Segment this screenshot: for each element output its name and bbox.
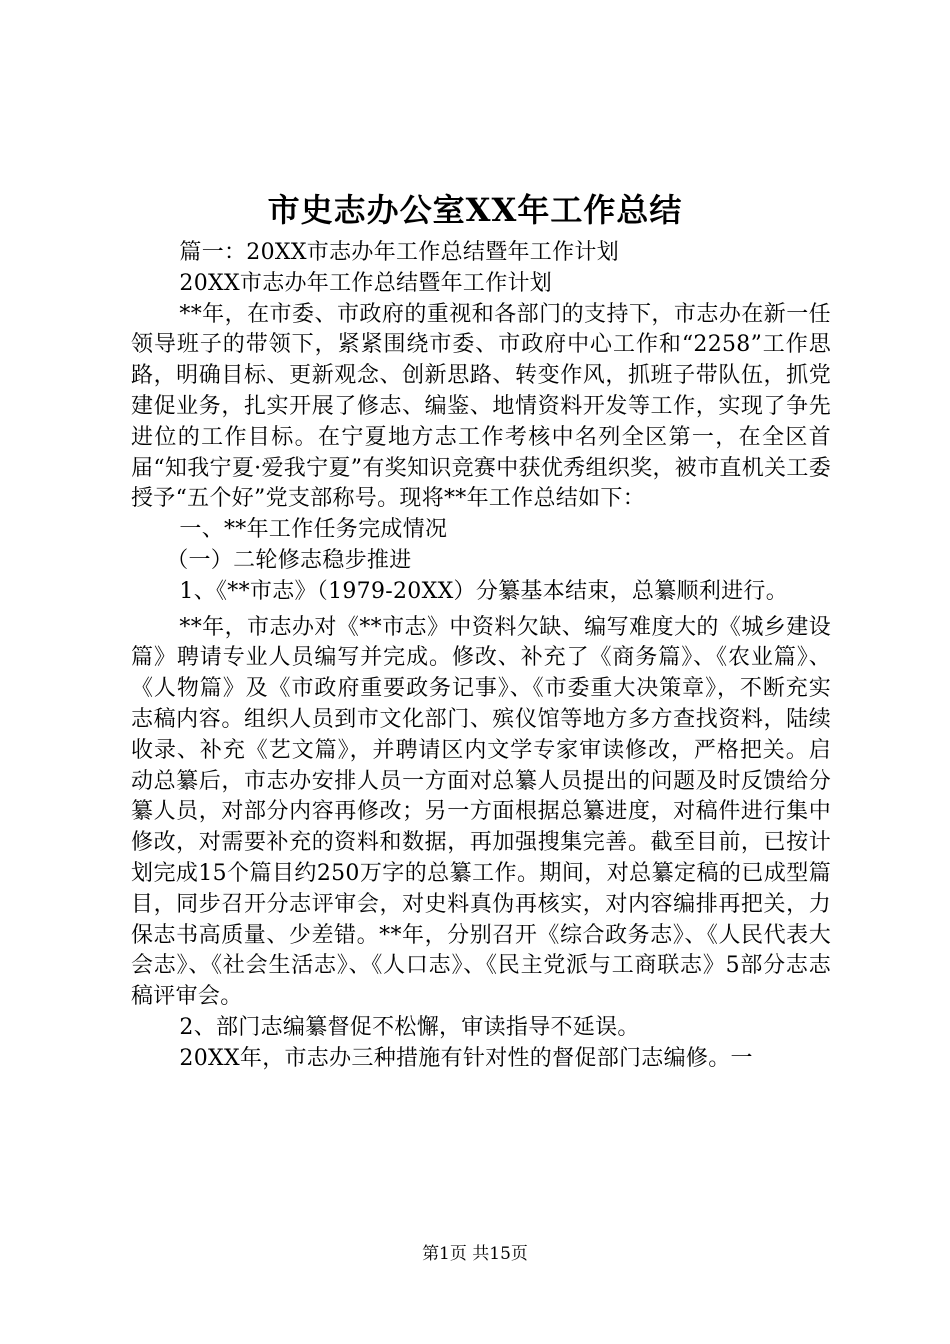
subsection-heading: （一）二轮修志稳步推进: [166, 547, 412, 573]
section-heading: 一、**年工作任务完成情况: [179, 517, 448, 543]
document-body: [131, 238, 831, 1075]
document-title: 市史志办公室XX年工作总结: [267, 191, 683, 229]
paragraph-continued: 20XX年，市志办三种措施有针对性的督促部门志编修。一: [179, 1045, 753, 1071]
page-footer: 第1页 共15页: [422, 1244, 528, 1264]
paragraph-subtitle: 篇一：20XX市志办年工作总结暨年工作计划: [179, 240, 620, 265]
item-heading-2: 2、部门志编纂督促不松懈，审读指导不延误。: [179, 1014, 640, 1040]
item-heading-1: 1、《**市志》（1979-20XX）分纂基本结束，总纂顺利进行。: [179, 578, 789, 604]
paragraph-heading: 20XX市志办年工作总结暨年工作计划: [179, 270, 553, 296]
paragraph-intro: **年，在市委、市政府的重视和各部门的支持下，市志办在新一任领导班子的带领下，紧紧围绕市委、市政府中心工作和“2258”工作思路，明确目标、更新观念、创新思路、转变作风，抓班子带队伍，抓党建促业务，扎实开展了修志、编鉴、地情资料开发等工作，实现了争先进位的工作目标。在宁夏地方志工作考核中名列全区第一，在全区首届“知我宁夏·爱我宁夏”有奖知识竞赛中获优秀组织奖，被市直机关工委授予“五个好”党支部称号。现将**年工作总结如下：: [131, 301, 831, 512]
paragraph-body: **年，市志办对《**市志》中资料欠缺、编写难度大的《城乡建设篇》聘请专业人员编写并完成。修改、补充了《商务篇》、《农业篇》、《人物篇》及《市政府重要政务记事》、《市委重大决策章》，不断充实志稿内容。组织人员到市文化部门、殡仪馆等地方多方查找资料，陆续收录、补充《艺文篇》，并聘请区内文学专家审读修改，严格把关。启动总纂后，市志办安排人员一方面对总纂人员提出的问题及时反馈给分纂人员，对部分内容再修改；另一方面根据总纂进度，对稿件进行集中修改，对需要补充的资料和数据，再加强搜集完善。截至目前，已按计划完成15个篇目约250万字的总纂工作。期间，对总纂定稿的已成型篇目，同步召开分志评审会，对史料真伪再核实，对内容编排再把关，力保志书高质量、少差错。**年，分别召开《综合政务志》、《人民代表大会志》、《社会生活志》、《人口志》、《民主党派与工商联志》5部分志志稿评审会。: [131, 614, 831, 1010]
